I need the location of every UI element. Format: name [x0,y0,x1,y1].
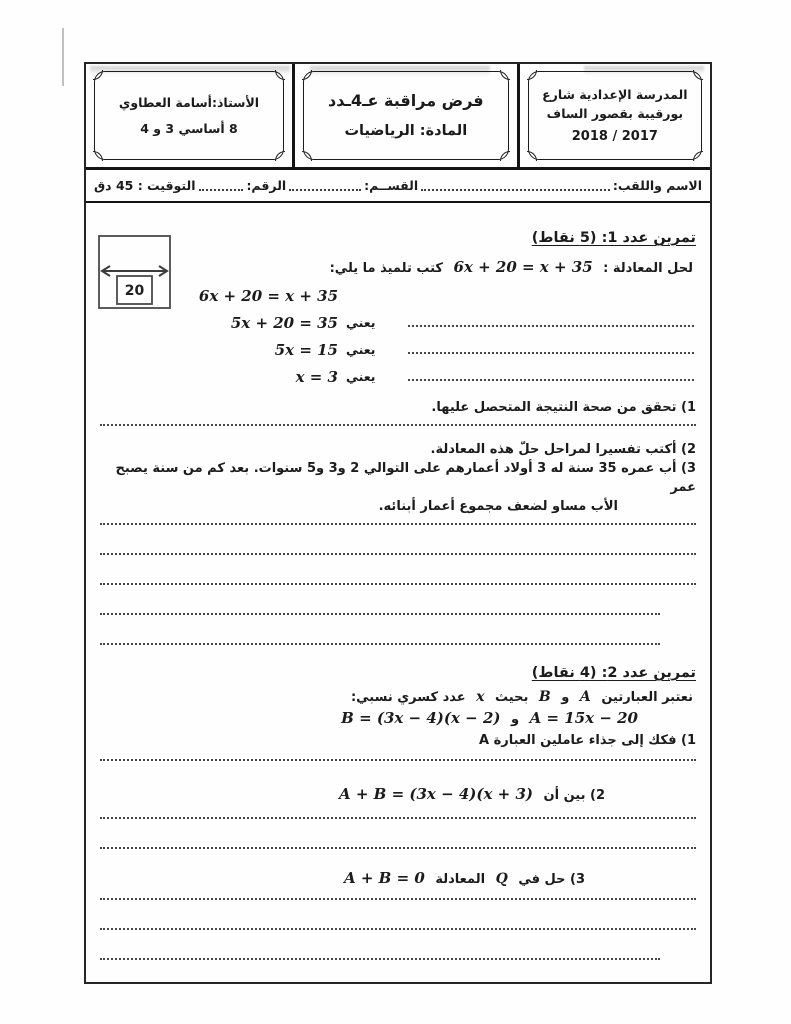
dotted-answer-line [100,643,660,645]
intro-prefix: لحل المعادلة : [603,261,693,276]
school-name-line1: المدرسة الإعدادية شارع [542,87,688,102]
exercise2-question3 [100,869,696,889]
intro-suffix: كتب تلميذ ما يلي: [329,261,443,276]
question3-label: 3) حل في [518,872,585,887]
frame-ornament [500,70,510,80]
exercise2-intro [100,688,696,707]
formulas-conjunction: و [511,712,520,727]
scan-edge-artifact [62,28,64,86]
formula-a: A = 15x − 20 [529,709,638,727]
exercise2-question1: 1) فكك إلى جذاء عاملين العبارة A [479,733,696,748]
frame-ornament [275,151,285,161]
formula-b: B = (3x − 4)(x − 2) [341,709,501,727]
school-year: 2018 / 2017 [571,129,658,144]
frame-ornament [275,70,285,80]
double-arrow-icon [102,266,167,276]
school-box [520,64,710,167]
frame-ornament [302,70,312,80]
dotted-answer-line [408,325,695,327]
intro-part2: بحيث [495,690,529,705]
class-level: 8 أساسي 3 و 4 [140,120,238,136]
solution-steps [100,282,696,390]
frame-ornament [527,151,537,161]
dotted-answer-line [408,379,695,381]
intro-part3: عدد كسري نسبي: [350,690,466,705]
dotted-answer-line [100,847,696,849]
grade-box-frame [98,235,171,309]
exercise2-question2 [100,785,696,805]
exam-box [292,64,520,167]
exercise1-question2: 2) أكتب تفسيرا لمراحل حلّ هذه المعادلة. [430,442,696,457]
exercise1-question3-line2: الأب مساو لضعف مجموع أعمار أبنائه. [378,499,618,514]
step-row [100,282,696,309]
dotted-answer-line [100,424,696,426]
dotted-answer-line [100,817,696,819]
intro-equation: 6x + 20 = x + 35 [453,258,593,276]
class-fill-line [289,189,361,191]
exercise1-question1: 1) تحقق من صحة النتيجة المتحصل عليها. [431,400,696,415]
name-label: الاسم واللقب: [612,178,702,193]
means-label: يعني [346,342,376,357]
dotted-answer-line [100,759,696,761]
number-fill-line [199,189,244,191]
header-table [86,64,710,170]
max-score-value: 20 [124,283,145,299]
question2-equation: A + B = (3x − 4)(x + 3) [339,785,533,803]
frame-ornament [302,151,312,161]
exercise2-formulas [100,709,696,729]
question3-mid: المعادلة [435,872,486,887]
exam-subject: المادة: الرياضيات [344,122,468,139]
exercise2-title: تمرين عدد 2: (4 نقاط) [531,665,696,681]
name-fill-line [421,189,610,191]
exercise1-title: تمرين عدد 1: (5 نقاط) [531,230,696,246]
frame-ornament [693,151,703,161]
timing-label: التوقيت : 45 دق [94,178,196,193]
dotted-answer-line [100,583,696,585]
exam-sheet-border [84,62,712,984]
teacher-box [86,64,292,167]
dotted-answer-line [100,958,660,960]
exam-title: فرض مراقبة عـ4ـدد [328,90,484,110]
dotted-answer-line [100,553,696,555]
frame-ornament [93,151,103,161]
number-label: الرقم: [246,178,287,193]
variable-x-letter: x [476,689,485,705]
exam-plaque [303,71,509,160]
frame-ornament [527,70,537,80]
dotted-answer-line [408,352,695,354]
frame-ornament [500,151,510,161]
step-equation: 5x = 15 [274,340,338,359]
intro-part1: نعتبر العبارتين [601,690,693,705]
step-row [100,336,696,363]
exam-body [86,227,710,960]
exercise1-question3-line1: 3) أب عمره 35 سنة له 3 أولاد أعمارهم على التوالي 2 و3 و5 سنوات. بعد كم من سنة يصبح عمر [115,461,696,495]
expression-b-letter: B [538,689,551,705]
conjunction: و [561,690,570,705]
dotted-answer-line [100,928,696,930]
step-row [100,309,696,336]
means-label: يعني [346,315,376,330]
means-label: يعني [346,369,376,384]
class-label: القســم: [364,178,419,193]
dotted-answer-line [100,898,696,900]
school-name-line2: بورقيبة بقصور الساف [546,106,684,121]
step-equation: 5x + 20 = 35 [230,313,338,332]
question2-label: 2) بين أن [543,788,605,803]
school-plaque [528,71,702,160]
exercise1-intro [100,258,696,278]
grade-box [98,235,171,313]
teacher-plaque [94,71,284,160]
dotted-answer-line [100,613,660,615]
step-row [100,363,696,390]
student-info-bar [86,170,710,203]
frame-ornament [693,70,703,80]
teacher-name: الأستاذ:أسامة العطاوي [118,94,260,110]
expression-a-letter: A [579,689,591,705]
step-equation: x = 3 [295,367,338,386]
dotted-answer-line [100,523,696,525]
rational-set-letter: Q [495,871,508,887]
step-equation: 6x + 20 = x + 35 [198,286,338,305]
question3-equation: A + B = 0 [344,869,425,887]
frame-ornament [93,70,103,80]
